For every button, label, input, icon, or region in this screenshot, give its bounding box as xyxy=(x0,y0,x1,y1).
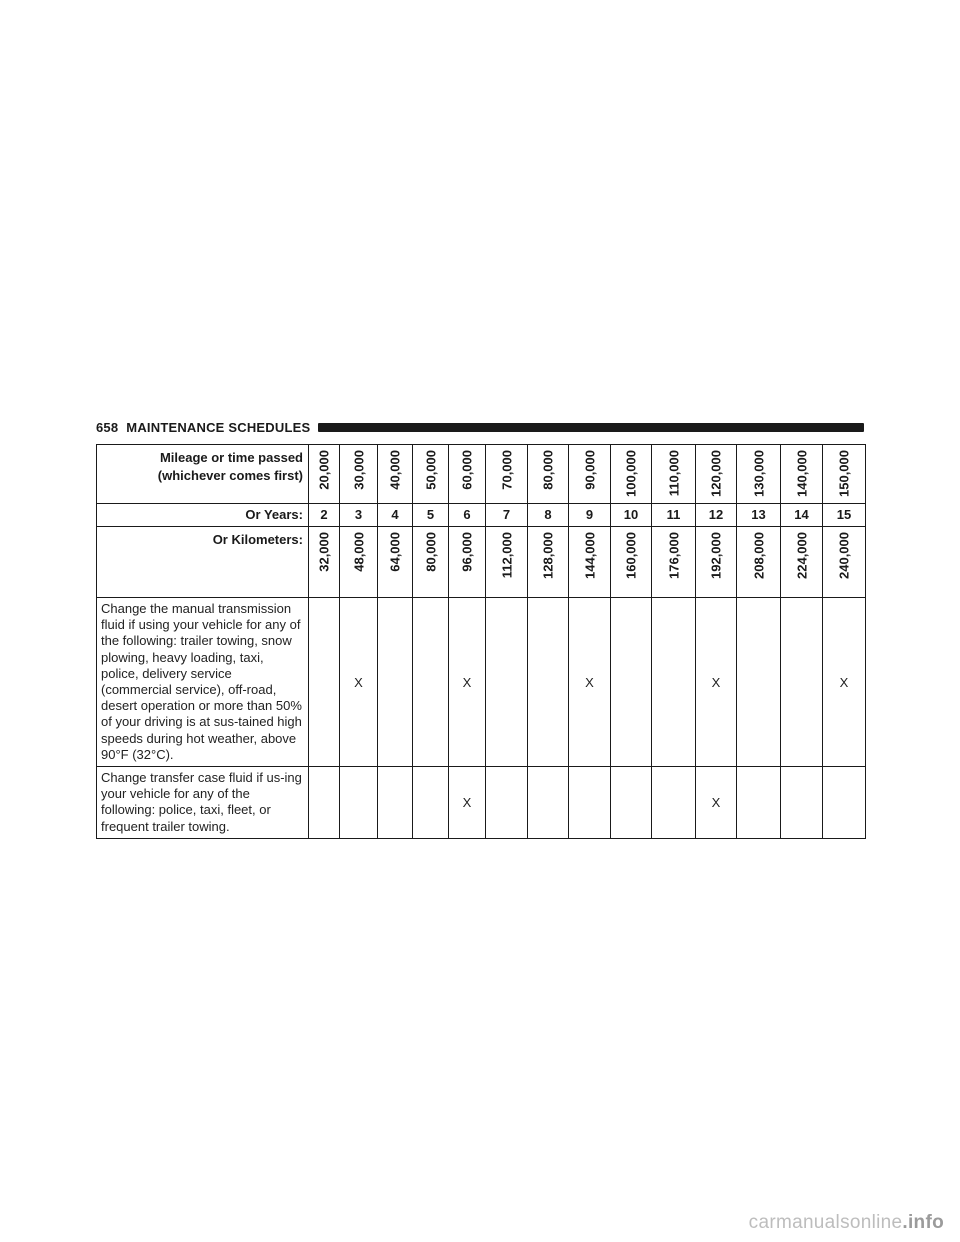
mileage-value xyxy=(528,445,569,504)
service-mark: X xyxy=(449,598,486,767)
kilometer-value-text: 240,000 xyxy=(836,532,852,579)
section-title: MAINTENANCE SCHEDULES xyxy=(126,419,311,435)
task-row xyxy=(97,598,866,767)
service-mark: X xyxy=(449,767,486,839)
service-mark xyxy=(652,767,696,839)
kilometer-value-text: 80,000 xyxy=(423,532,438,572)
mileage-label-line1: Mileage or time passed xyxy=(159,450,303,465)
service-mark xyxy=(737,767,781,839)
service-mark xyxy=(652,598,696,767)
year-value: 8 xyxy=(528,504,569,527)
mileage-value-text: 150,000 xyxy=(836,450,852,497)
year-value: 14 xyxy=(781,504,823,527)
year-value: 5 xyxy=(413,504,449,527)
kilometer-value xyxy=(309,527,340,598)
mileage-value xyxy=(781,445,823,504)
header-rule xyxy=(318,423,864,432)
years-label: Or Years: xyxy=(97,504,309,527)
kilometer-value-text: 160,000 xyxy=(623,532,639,579)
mileage-value xyxy=(378,445,413,504)
service-mark xyxy=(781,767,823,839)
service-mark xyxy=(378,598,413,767)
year-value: 12 xyxy=(696,504,737,527)
mileage-value xyxy=(652,445,696,504)
mileage-value-text: 140,000 xyxy=(794,450,809,497)
service-mark xyxy=(486,598,528,767)
mileage-label xyxy=(97,445,309,504)
year-value: 10 xyxy=(611,504,652,527)
kilometer-value xyxy=(823,527,866,598)
mileage-value-text: 20,000 xyxy=(316,450,332,490)
mileage-value-text: 50,000 xyxy=(423,450,438,490)
kilometer-value-text: 144,000 xyxy=(582,532,597,579)
mileage-label-line2: (whichever comes first) xyxy=(157,468,303,483)
mileage-value xyxy=(823,445,866,504)
kilometer-value xyxy=(449,527,486,598)
mileage-value xyxy=(486,445,528,504)
kilometer-value xyxy=(696,527,737,598)
mileage-value-text: 110,000 xyxy=(666,450,681,497)
maintenance-schedule-table xyxy=(96,444,866,839)
kilometer-value xyxy=(652,527,696,598)
service-mark xyxy=(823,767,866,839)
service-mark xyxy=(340,767,378,839)
mileage-value xyxy=(611,445,652,504)
page-header xyxy=(96,418,864,436)
kilometer-value-text: 96,000 xyxy=(459,532,475,572)
kilometer-value xyxy=(340,527,378,598)
kilometers-label: Or Kilometers: xyxy=(97,527,309,598)
kilometer-value-text: 192,000 xyxy=(708,532,724,579)
mileage-value-text: 130,000 xyxy=(751,450,766,497)
mileage-value xyxy=(696,445,737,504)
mileage-value-text: 30,000 xyxy=(351,450,366,490)
mileage-value xyxy=(569,445,611,504)
kilometer-value xyxy=(781,527,823,598)
service-mark: X xyxy=(340,598,378,767)
mileage-row xyxy=(97,445,866,504)
watermark-prefix: carmanualsonline xyxy=(748,1212,903,1233)
years-row xyxy=(97,504,866,527)
service-mark xyxy=(309,598,340,767)
kilometer-value xyxy=(413,527,449,598)
service-mark xyxy=(528,598,569,767)
watermark-suffix: .info xyxy=(902,1212,944,1233)
year-value: 11 xyxy=(652,504,696,527)
kilometer-value-text: 224,000 xyxy=(794,532,809,579)
kilometer-value-text: 48,000 xyxy=(351,532,366,572)
mileage-value xyxy=(309,445,340,504)
service-mark xyxy=(309,767,340,839)
kilometer-value-text: 176,000 xyxy=(666,532,681,579)
year-value: 13 xyxy=(737,504,781,527)
year-value: 3 xyxy=(340,504,378,527)
mileage-value-text: 80,000 xyxy=(540,450,556,490)
service-mark xyxy=(378,767,413,839)
page-number: 658 xyxy=(96,419,119,435)
service-mark: X xyxy=(823,598,866,767)
kilometer-value-text: 208,000 xyxy=(751,532,766,579)
mileage-value-text: 120,000 xyxy=(708,450,724,497)
service-mark xyxy=(737,598,781,767)
year-value: 7 xyxy=(486,504,528,527)
kilometer-value xyxy=(737,527,781,598)
service-mark xyxy=(413,598,449,767)
year-value: 2 xyxy=(309,504,340,527)
kilometer-value-text: 32,000 xyxy=(316,532,332,572)
service-mark: X xyxy=(696,598,737,767)
service-mark xyxy=(781,598,823,767)
service-mark xyxy=(611,598,652,767)
service-mark xyxy=(569,767,611,839)
kilometer-value xyxy=(486,527,528,598)
mileage-value-text: 40,000 xyxy=(387,450,403,490)
kilometer-value xyxy=(528,527,569,598)
year-value: 9 xyxy=(569,504,611,527)
watermark xyxy=(749,1212,944,1234)
kilometer-value-text: 64,000 xyxy=(387,532,403,572)
service-mark: X xyxy=(569,598,611,767)
mileage-value xyxy=(413,445,449,504)
service-mark: X xyxy=(696,767,737,839)
mileage-value xyxy=(340,445,378,504)
mileage-value-text: 60,000 xyxy=(459,450,475,490)
task-description: Change the manual transmission fluid if using your vehicle for any of the following: trailer towing, snow plowing, heavy loading, taxi, police, delivery service (commercial service), off-road, desert operation or more than 50% of your driving is at sus-tained high speeds during hot weather, above 90°F (32°C). xyxy=(97,598,309,767)
kilometer-value xyxy=(569,527,611,598)
mileage-value-text: 100,000 xyxy=(623,450,639,497)
service-mark xyxy=(413,767,449,839)
year-value: 4 xyxy=(378,504,413,527)
kilometer-value xyxy=(611,527,652,598)
service-mark xyxy=(611,767,652,839)
service-mark xyxy=(486,767,528,839)
task-description: Change transfer case fluid if us-ing your vehicle for any of the following: police, taxi, fleet, or frequent trailer towing. xyxy=(97,767,309,839)
mileage-value-text: 70,000 xyxy=(499,450,514,490)
task-row xyxy=(97,767,866,839)
service-mark xyxy=(528,767,569,839)
kilometer-value-text: 112,000 xyxy=(499,532,514,579)
kilometer-value xyxy=(378,527,413,598)
mileage-value-text: 90,000 xyxy=(582,450,597,490)
year-value: 15 xyxy=(823,504,866,527)
kilometers-row xyxy=(97,527,866,598)
kilometer-value-text: 128,000 xyxy=(540,532,556,579)
mileage-value xyxy=(449,445,486,504)
year-value: 6 xyxy=(449,504,486,527)
mileage-value xyxy=(737,445,781,504)
